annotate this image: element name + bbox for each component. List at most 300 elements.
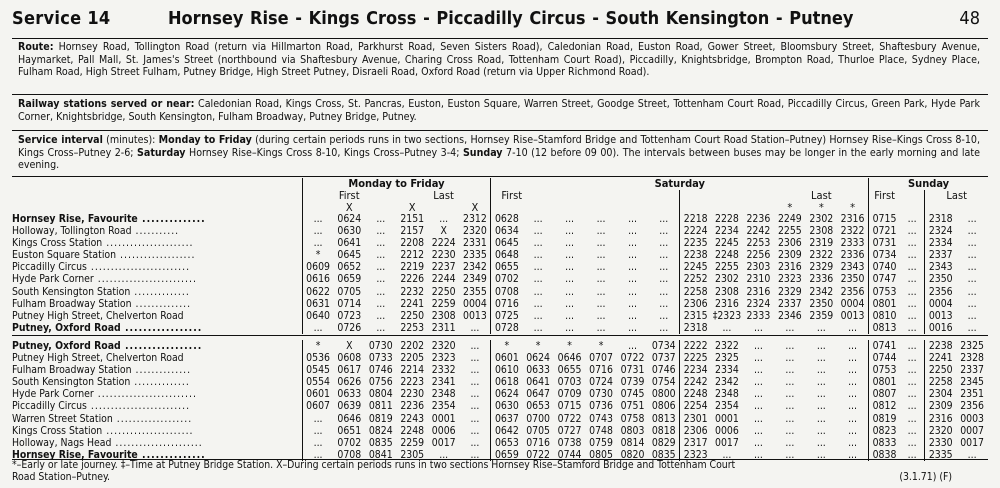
stop-name [12,376,302,388]
time-cell: ... [628,321,637,334]
timetable-northbound [12,213,988,334]
footnote-line-2: Road Station–Putney. [12,471,111,484]
time-cell: 0659 [337,273,362,286]
time-cell: 0716 [526,436,550,449]
time-cell: ... [907,321,917,334]
time-cell: 2348 [715,388,739,401]
time-cell: 0702 [491,273,522,285]
stop-label: Fulham Broadway Station [12,364,132,377]
time-cell: 0610 [491,364,522,376]
time-cell: 0813 [651,412,676,425]
stop-label: Fulham Broadway Station [12,297,132,310]
time-cell: * [598,340,604,352]
stop-label: Kings Cross Station [12,424,103,437]
time-cell: ... [659,285,669,298]
time-cell: 2310 [746,273,771,286]
time-cell: 0653 [491,437,522,449]
time-cell: ... [470,340,480,352]
time-cell: ... [785,400,795,413]
time-cell: ... [470,448,480,461]
time-cell: 0016 [925,322,956,334]
time-cell: 2329 [809,261,834,274]
time-cell: 0653 [526,400,550,413]
time-cell: ... [785,321,795,334]
time-cell: 0734 [869,249,900,261]
time-cell: 2302 [715,273,739,286]
time-cell: ... [533,237,543,250]
stop-label: South Kensington Station [12,376,131,389]
time-cell: 0722 [620,352,645,365]
time-cell: ... [628,237,637,250]
time-cell: 0003 [960,412,984,425]
time-cell: 2334 [715,364,739,377]
time-cell: 0745 [620,388,645,401]
time-cell: ... [628,285,637,298]
time-cell: 2350 [925,273,956,285]
time-cell: 0724 [589,376,613,389]
time-cell: ... [628,225,637,238]
time-cell: ... [533,297,543,310]
time-cell: ... [967,249,977,262]
time-cell: ... [907,388,917,401]
time-cell: 2230 [431,249,456,262]
time-cell: 0645 [337,249,362,262]
time-cell: 2306 [680,298,711,310]
time-cell: 2343 [925,261,956,273]
time-cell: 0609 [302,261,333,273]
time-cell: ... [659,321,669,334]
time-cell: 0708 [491,286,522,298]
time-cell: ... [785,448,795,461]
time-cell: ... [816,376,826,389]
time-cell: 2333 [746,309,771,322]
time-cell: ... [470,436,480,449]
stop-name [12,249,302,261]
time-cell: ... [722,448,732,461]
stop-name [12,413,302,425]
time-cell: ... [302,237,333,249]
time-cell: 0754 [651,376,676,389]
time-cell: 2342 [809,285,834,298]
table-row [12,213,988,225]
time-cell: 2316 [715,297,739,310]
time-cell: 2316 [746,285,771,298]
sat-last-label: Last [811,190,832,202]
time-cell: ... [533,309,543,322]
time-cell: ‡2323 [712,309,742,322]
time-cell: * [491,340,522,352]
time-cell: ... [596,273,606,286]
time-cell: ... [533,225,543,238]
footnotes [12,459,988,483]
time-cell: ... [967,273,977,286]
timetable-southbound [12,340,988,461]
time-cell: 2248 [715,249,739,262]
table-row [12,425,988,437]
time-cell: ... [816,352,826,365]
time-cell: 0744 [869,352,900,364]
time-cell: ... [816,364,826,377]
time-cell: ... [907,309,917,322]
time-cell: ... [596,321,606,334]
stop-name [12,286,302,298]
time-cell: 0647 [526,388,550,401]
time-cell: 0723 [337,309,362,322]
time-cell: ... [533,273,543,286]
time-cell: 0813 [869,322,900,334]
time-cell: 2324 [746,297,771,310]
time-cell: ... [302,322,333,334]
leader-dots: .............. [137,213,206,225]
time-cell: 2351 [960,388,984,401]
time-cell: ... [302,437,333,449]
time-cell: ... [628,297,637,310]
mf-last-label: Last [433,190,454,202]
rule-stations [12,94,988,95]
time-cell: 0746 [368,364,393,377]
stop-label: Holloway, Tollington Road [12,225,132,238]
time-cell: ... [967,321,977,334]
time-cell: 0730 [589,388,613,401]
stop-name [12,310,302,322]
time-cell: 2308 [715,285,739,298]
time-cell: 0740 [869,261,900,273]
time-cell: 2306 [680,425,711,437]
stop-label: Piccadilly Circus [12,261,87,274]
time-cell: ... [659,309,669,322]
x-marker-icon: X [408,202,416,214]
col-header-sun: Sunday [869,178,988,190]
time-cell: 0536 [302,352,333,364]
page-header [12,8,988,34]
time-cell: 2359 [809,309,834,322]
time-cell: ... [816,321,826,334]
time-cell: ... [907,412,917,425]
time-cell: 0722 [526,448,550,461]
time-cell: 2342 [715,376,739,389]
rule-top [12,38,988,39]
star-marker-icon: * [818,202,824,214]
time-cell: 2334 [925,237,956,249]
leader-dots: ...................... [102,424,194,437]
time-cell: ... [470,376,480,389]
table-row [12,437,988,449]
time-cell: ... [848,364,857,377]
table-row [12,364,988,376]
time-cell: ... [967,285,977,298]
time-cell: 0743 [589,412,613,425]
time-cell: 0731 [620,364,645,377]
time-cell: 2151 [400,213,425,225]
time-cell: 2315 [680,310,711,322]
table-row [12,376,988,388]
time-cell: 0017 [431,436,456,449]
time-cell: 2208 [400,237,425,250]
time-cell: ... [659,261,669,274]
interval-mf-label: Monday to Friday [158,134,252,146]
time-cell: 0601 [302,388,333,400]
time-cell: ... [785,364,795,377]
time-cell: 0758 [620,412,645,425]
time-cell: ... [302,449,333,461]
time-cell: 2248 [400,424,425,437]
time-cell: 0738 [557,436,582,449]
time-cell: 2226 [400,273,425,286]
time-cell: 0800 [651,388,676,401]
time-cell: ... [907,297,917,310]
time-cell: 2244 [431,273,456,286]
time-cell: 2259 [431,297,456,310]
time-cell: 2224 [431,237,456,250]
time-cell: 2232 [400,285,425,298]
time-cell: 2234 [715,225,739,238]
time-cell: 2341 [431,376,456,389]
time-cell: 0652 [337,261,362,274]
time-cell: 0633 [526,364,550,377]
time-cell: 0733 [368,352,393,365]
time-cell: 2255 [777,225,802,238]
time-cell: 2316 [840,213,865,225]
time-cell: 2309 [777,249,802,262]
time-cell: 0608 [337,352,362,365]
time-cell: ... [848,400,857,413]
time-cell: ... [753,364,763,377]
time-cell: 0824 [368,424,393,437]
time-cell: 2256 [746,249,771,262]
time-cell: 0810 [869,310,900,322]
time-cell: ... [565,321,575,334]
star-marker-icon: * [850,202,856,214]
time-cell: ... [816,436,826,449]
time-cell: 2235 [680,237,711,249]
time-cell: ... [753,400,763,413]
time-cell: ... [659,225,669,238]
x-marker-icon: X [471,202,479,214]
time-cell: 0607 [302,400,333,412]
stop-label: Hornsey Rise, Favourite [12,448,138,461]
time-cell: 0753 [869,364,900,376]
service-number: Service 14 [12,8,111,29]
time-cell: ... [565,285,575,298]
time-cell: 2335 [925,449,956,461]
time-cell: 2304 [925,388,956,400]
time-cell: 2312 [463,213,487,225]
timetable-header [12,178,988,214]
time-cell: 2241 [400,297,425,310]
time-cell: 2317 [680,437,711,449]
time-cell: ... [659,273,669,286]
time-cell: ... [470,352,480,365]
stop-name [12,364,302,376]
time-cell: * [302,249,333,261]
stop-label: Holloway, Nags Head [12,436,112,449]
time-cell: * [302,340,333,352]
time-cell: ... [439,213,449,225]
time-cell: 0013 [840,309,865,322]
time-cell: 0756 [368,376,393,389]
footnote-line-1: *–Early or late journey. ‡–Time at Putney Bridge Station. X–During certain periods runs in two sections Hornsey Rise–Stamford Bridge and Tottenham Court [12,459,736,471]
time-cell: 0819 [869,413,900,425]
sat-first-label: First [491,190,554,202]
time-cell: 2258 [925,376,956,388]
time-cell: 2219 [400,261,425,274]
time-cell: 0739 [620,376,645,389]
stop-name [12,237,302,249]
time-cell: 0651 [337,424,362,437]
time-cell: ... [967,309,977,322]
table-row [12,298,988,310]
time-cell: ... [565,225,575,238]
time-cell: 2337 [960,364,984,377]
interval-paragraph [18,134,980,172]
time-cell: 0746 [651,364,676,377]
time-cell: 0747 [869,273,900,285]
time-cell: 2316 [777,261,802,274]
stop-label: Hornsey Rise, Favourite [12,213,138,225]
time-cell: ... [785,412,795,425]
interval-sat-text: Hornsey Rise–Kings Cross 8-10, Kings Cross–Putney 3-4; [189,146,460,159]
time-cell: ... [907,364,917,377]
time-cell: 0628 [491,213,522,225]
time-cell: 0648 [491,249,522,261]
leader-dots: .............. [131,364,192,377]
time-cell: 0804 [368,388,393,401]
time-cell: 2349 [463,273,487,286]
stop-label: Kings Cross Station [12,237,103,250]
time-cell: 0554 [302,376,333,388]
time-cell: 0006 [431,424,456,437]
stations-label: Railway stations served or near: [18,98,195,110]
time-cell: ... [302,413,333,425]
time-cell: ... [753,376,763,389]
time-cell: 0833 [869,437,900,449]
time-cell: 2345 [960,376,984,389]
time-cell: ... [785,340,795,352]
time-cell: ... [376,309,386,322]
stop-name [12,273,302,285]
time-cell: ... [753,388,763,401]
time-cell: ... [376,225,386,238]
time-cell: 2325 [715,352,739,365]
star-marker-icon: * [787,202,793,214]
time-cell: 0017 [960,436,984,449]
time-cell: 0637 [491,413,522,425]
time-cell: ... [628,273,637,286]
time-cell: 2245 [680,261,711,273]
leader-dots: .............. [137,448,206,461]
leader-dots: ................. [120,321,203,334]
time-cell: 0715 [869,213,900,225]
leader-dots: ................... [112,412,193,425]
time-cell: ... [907,436,917,449]
time-cell: ... [848,388,857,401]
time-cell: ... [967,261,977,274]
time-cell: 2250 [431,285,456,298]
leader-dots: ...................... [102,237,194,250]
time-cell: ... [659,249,669,262]
time-cell: ... [628,340,637,352]
time-cell: ... [785,424,795,437]
time-cell: * [535,340,541,352]
time-cell: * [567,340,572,352]
time-cell: 0728 [491,322,522,334]
time-cell: ... [907,249,917,262]
time-cell: ... [907,340,917,352]
time-cell: 0630 [337,225,362,238]
route-title: Hornsey Rise - Kings Cross - Piccadilly Circus - South Kensington - Putney [168,8,854,29]
time-cell: ... [907,225,917,238]
time-cell: 0617 [337,364,362,377]
leader-dots: ......................... [86,400,191,413]
time-cell: 2356 [960,400,984,413]
time-cell: 2350 [809,297,834,310]
time-cell: 2205 [400,352,425,365]
time-cell: 0727 [557,424,582,437]
time-cell: 0622 [302,286,333,298]
time-cell: 2222 [680,340,711,352]
time-cell: 2242 [746,225,771,238]
stop-name [12,322,302,334]
leader-dots: ................. [120,340,203,352]
time-cell: 0708 [337,448,362,461]
time-cell: 0801 [869,376,900,388]
time-cell: 0716 [589,364,613,377]
interval-sun-label: Sunday [462,146,503,159]
time-cell: 2322 [809,249,834,262]
time-cell: 2355 [463,285,487,298]
time-cell: 0838 [869,449,900,461]
time-cell: 2255 [715,261,739,274]
time-cell: ... [470,412,480,425]
time-cell: 2236 [746,213,771,225]
time-cell: 0001 [431,412,456,425]
interval-label: Service interval [18,134,103,146]
time-cell: 0013 [463,309,487,322]
time-cell: ... [470,321,480,334]
time-cell: ... [565,297,575,310]
time-cell: ... [628,309,637,322]
leader-dots: .............. [131,297,192,310]
time-cell: 2306 [777,237,802,250]
time-cell: ... [565,273,575,286]
time-cell: 0545 [302,364,333,376]
mf-first-label: First [338,190,360,202]
time-cell: X [346,340,353,352]
time-cell: 0640 [302,310,333,322]
time-cell: 0835 [651,448,676,461]
time-cell: 2224 [680,225,711,237]
time-cell: ... [596,249,606,262]
time-cell: 0823 [869,425,900,437]
time-cell: ... [533,249,543,262]
stop-label: Hyde Park Corner [12,388,94,401]
table-row [12,400,988,412]
time-cell: 2348 [431,388,456,401]
time-cell: 0835 [368,436,393,449]
time-cell: ... [753,321,763,334]
time-cell: ... [533,213,543,225]
time-cell: 0004 [463,297,487,310]
time-cell: 0819 [368,412,393,425]
time-cell: X [440,225,447,238]
table-row [12,225,988,237]
time-cell: 2343 [840,261,865,274]
time-cell: ... [628,213,637,225]
time-cell: 2333 [840,237,865,250]
time-cell: ... [565,213,575,225]
time-cell: ... [376,285,386,298]
time-cell: ... [596,309,606,322]
